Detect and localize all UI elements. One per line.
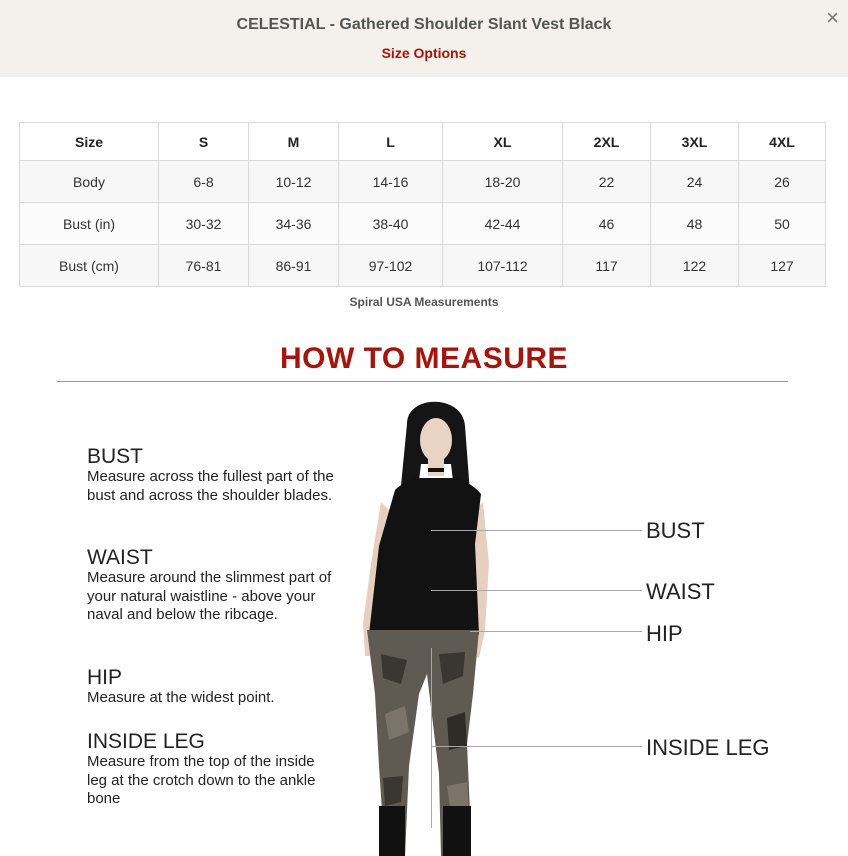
how-to-measure-graphic <box>0 330 848 855</box>
table-cell: 97-102 <box>339 245 443 287</box>
inside-leg-heading: INSIDE LEG <box>87 730 205 753</box>
table-cell: 38-40 <box>339 203 443 245</box>
table-cell: 86-91 <box>249 245 339 287</box>
waist-label: WAIST <box>646 579 715 604</box>
waist-guide-line <box>431 590 642 591</box>
row-label: Bust (cm) <box>20 245 159 287</box>
table-cell: 14-16 <box>339 161 443 203</box>
table-cell: 10-12 <box>249 161 339 203</box>
table-caption: Spiral USA Measurements <box>349 295 499 309</box>
table-row <box>20 245 826 287</box>
bust-instructions <box>87 446 347 505</box>
waist-text: Measure around the slimmest part of your natural waistline - above your naval and below the ribcage. <box>87 569 332 623</box>
inside-leg-vertical-line <box>431 648 432 828</box>
close-icon[interactable]: × <box>826 5 839 30</box>
table-row <box>20 203 826 245</box>
how-to-measure-title: HOW TO MEASURE <box>279 342 569 375</box>
size-options-label: Size Options <box>381 45 467 61</box>
table-cell: 127 <box>739 245 826 287</box>
model-figure <box>355 394 535 856</box>
table-cell: 34-36 <box>249 203 339 245</box>
column-header: M <box>249 123 339 161</box>
bust-heading: BUST <box>87 445 144 468</box>
table-cell: 6-8 <box>159 161 249 203</box>
table-cell: 26 <box>739 161 826 203</box>
waist-heading: WAIST <box>87 546 153 569</box>
table-cell: 122 <box>651 245 739 287</box>
table-cell: 48 <box>651 203 739 245</box>
size-chart-table <box>19 122 826 287</box>
hip-instructions <box>87 667 347 708</box>
inside-leg-label: INSIDE LEG <box>646 735 770 760</box>
bust-guide-line <box>431 530 642 531</box>
hip-label: HIP <box>646 621 683 646</box>
column-header: 3XL <box>651 123 739 161</box>
table-cell: 76-81 <box>159 245 249 287</box>
hip-text: Measure at the widest point. <box>87 689 275 706</box>
column-header: Size <box>20 123 159 161</box>
column-header: 2XL <box>563 123 651 161</box>
table-cell: 18-20 <box>443 161 563 203</box>
table-header-row <box>20 123 826 161</box>
table-cell: 117 <box>563 245 651 287</box>
bust-text: Measure across the fullest part of the bust and across the shoulder blades. <box>87 468 334 504</box>
table-row <box>20 161 826 203</box>
table-cell: 50 <box>739 203 826 245</box>
modal-header <box>0 0 848 77</box>
column-header: 4XL <box>739 123 826 161</box>
inside-leg-instructions <box>87 731 337 809</box>
product-title: CELESTIAL - Gathered Shoulder Slant Vest Black <box>236 16 612 33</box>
table-cell: 42-44 <box>443 203 563 245</box>
table-cell: 22 <box>563 161 651 203</box>
hip-guide-line <box>470 631 642 632</box>
table-cell: 46 <box>563 203 651 245</box>
inside-leg-guide-line <box>431 746 642 747</box>
column-header: S <box>159 123 249 161</box>
hip-heading: HIP <box>87 666 123 689</box>
column-header: L <box>339 123 443 161</box>
inside-leg-text: Measure from the top of the inside leg at the crotch down to the ankle bone <box>87 753 316 807</box>
table-cell: 107-112 <box>443 245 563 287</box>
waist-instructions <box>87 547 347 625</box>
bust-label: BUST <box>646 518 705 543</box>
table-cell: 30-32 <box>159 203 249 245</box>
title-divider <box>57 381 788 382</box>
row-label: Bust (in) <box>20 203 159 245</box>
table-cell: 24 <box>651 161 739 203</box>
column-header: XL <box>443 123 563 161</box>
row-label: Body <box>20 161 159 203</box>
